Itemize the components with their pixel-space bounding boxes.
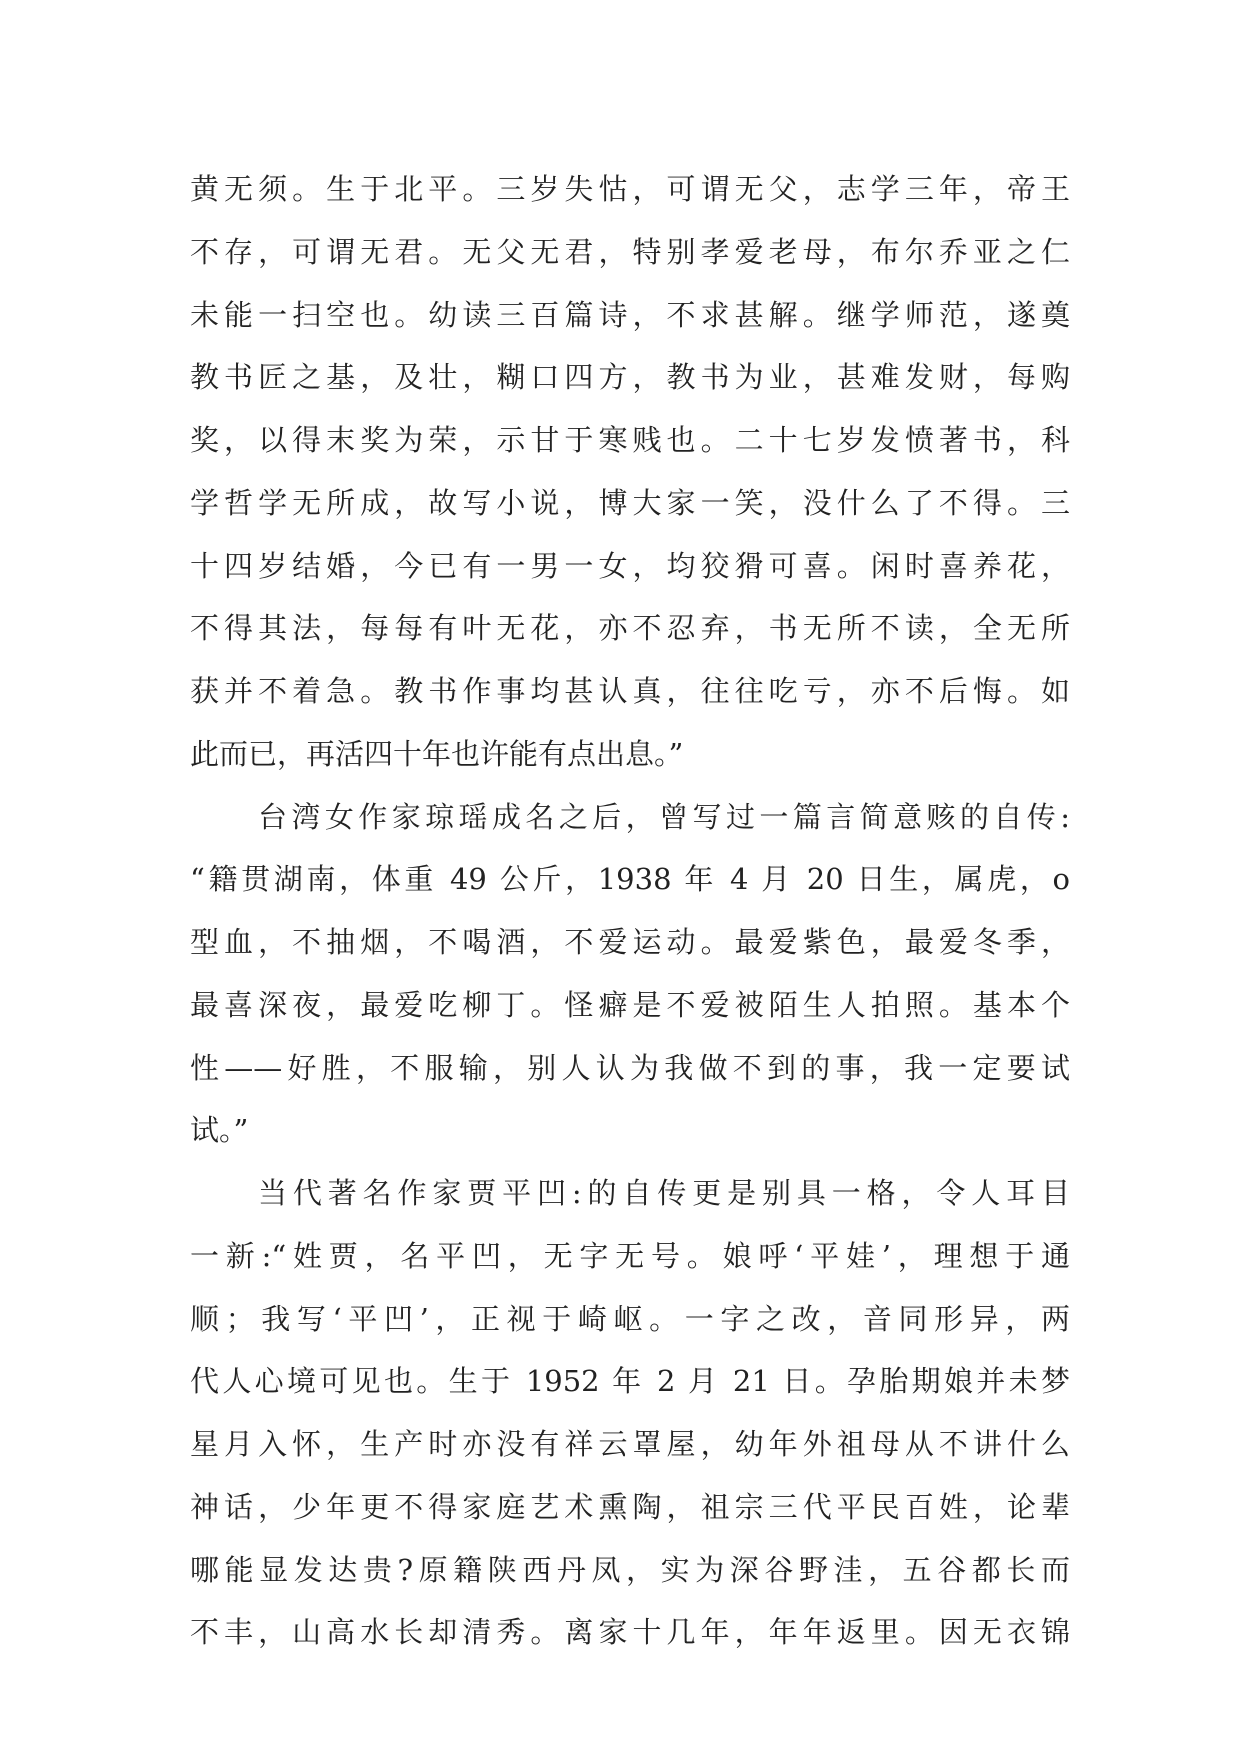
text-line: 不存，可谓无君。无父无君，特别孝爱老母，布尔乔亚之仁	[190, 234, 1070, 269]
text-line: 不丰，山高水长却清秀。离家十几年，年年返里。因无衣锦	[190, 1615, 1070, 1650]
text-line: 哪能显发达贵?原籍陕西丹凤，实为深谷野洼，五谷都长而	[190, 1552, 1070, 1587]
text-line: 神话，少年更不得家庭艺术熏陶，祖宗三代平民百姓，论辈	[190, 1489, 1070, 1524]
text-line: 性——好胜，不服输，别人认为我做不到的事，我一定要试	[190, 1050, 1070, 1085]
text-line: 最喜深夜，最爱吃柳丁。怪癖是不爱被陌生人拍照。基本个	[190, 987, 1070, 1022]
text-line: 台湾女作家琼瑶成名之后，曾写过一篇言简意赅的自传:	[258, 799, 1070, 834]
text-line: 星月入怀，生产时亦没有祥云罩屋，幼年外祖母从不讲什么	[190, 1427, 1070, 1461]
text-line: 十四岁结婚，今已有一男一女，均狡猾可喜。闲时喜养花，	[190, 548, 1070, 583]
text-line: 黄无须。生于北平。三岁失怙，可谓无父，志学三年，帝王	[190, 172, 1070, 206]
text-line: 此而已，再活四十年也许能有点出息。”	[190, 736, 684, 771]
text-line: 奖，以得末奖为荣，示甘于寒贱也。二十七岁发愤著书，科	[190, 423, 1070, 457]
text-line: 一新:“姓贾，名平凹，无字无号。娘呼‘平娃’，理想于通	[190, 1238, 1070, 1273]
text-line: 学哲学无所成，故写小说，博大家一笑，没什么了不得。三	[190, 485, 1070, 520]
text-line: 代人心境可见也。生于 1952 年 2 月 21 日。孕胎期娘并未梦	[190, 1364, 1070, 1399]
text-line: 当代著名作家贾平凹:的自传更是别具一格，令人耳目	[258, 1176, 1070, 1210]
text-line: 不得其法，每每有叶无花，亦不忍弃，书无所不读，全无所	[190, 611, 1070, 646]
text-line: “籍贯湖南，体重 49 公斤，1938 年 4 月 20 日生，属虎，o	[190, 862, 1070, 897]
text-line: 试。”	[190, 1113, 249, 1148]
body-text	[190, 158, 1070, 1664]
text-line: 教书匠之基，及壮，糊口四方，教书为业，甚难发财，每购	[190, 360, 1070, 395]
text-line: 型血，不抽烟，不喝酒，不爱运动。最爱紫色，最爱冬季，	[190, 925, 1070, 959]
text-line: 顺；我写‘平凹’，正视于崎岖。一字之改，音同形异，两	[190, 1301, 1070, 1336]
text-line: 未能一扫空也。幼读三百篇诗，不求甚解。继学师范，遂奠	[190, 297, 1070, 332]
text-line: 获并不着急。教书作事均甚认真，往往吃亏，亦不后悔。如	[190, 674, 1070, 708]
